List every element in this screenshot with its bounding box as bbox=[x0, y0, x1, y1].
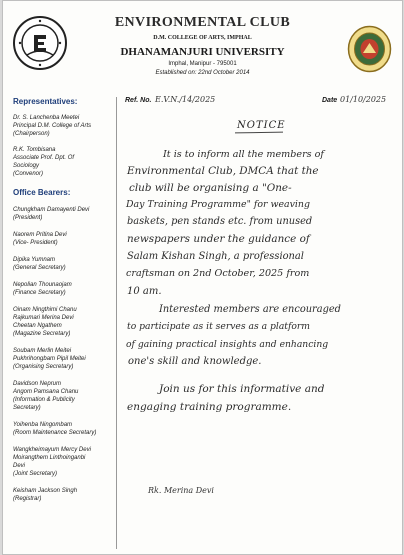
office-bearer bbox=[13, 231, 115, 247]
date-label: Date bbox=[322, 97, 338, 104]
office-bearer bbox=[13, 487, 115, 503]
bearer-role: (Finance Secretary) bbox=[13, 290, 66, 296]
notice-body-line: of gaining practical insights and enhancing bbox=[126, 339, 329, 350]
established-date: Established on: 22nd October 2014 bbox=[155, 70, 250, 76]
ref-label: Ref. No. bbox=[125, 97, 152, 104]
club-name: ENVIRONMENTAL CLUB bbox=[114, 15, 291, 30]
representative-line: Associate Prof. Dpt. Of bbox=[13, 155, 75, 161]
notice-body-line: 10 am. bbox=[127, 286, 162, 297]
notice-body-line: one's skill and knowledge. bbox=[128, 356, 262, 367]
bearer-role: (General Secretary) bbox=[13, 265, 66, 271]
sidebar-divider bbox=[116, 97, 117, 549]
representative-line: Principal D.M. College of Arts bbox=[13, 123, 92, 129]
bearer-name: Yoihenba Ningombam bbox=[13, 422, 73, 428]
bearer-name: Wangkheimayum Mercy Devi Moirangthem Linthoinganbi Devi bbox=[13, 447, 91, 469]
sidebar bbox=[13, 97, 115, 503]
bearer-name: Dipika Yumnam bbox=[13, 257, 56, 263]
office-bearer bbox=[13, 256, 115, 272]
representative-line: (Chairperson) bbox=[13, 131, 50, 137]
notice-body-line: newspapers under the guidance of bbox=[127, 233, 310, 245]
office-bearer bbox=[13, 206, 115, 222]
bearer-name: Soubam Merlin Meitei Pukhrihongbam Pipil Meitei bbox=[13, 348, 86, 362]
bearer-role: (Organising Secretary) bbox=[13, 364, 74, 370]
bearer-role: (Information & Publicity Secretary) bbox=[13, 397, 75, 411]
college-name: D.M. COLLEGE OF ARTS, IMPHAL bbox=[153, 35, 252, 41]
office-bearer bbox=[13, 347, 115, 371]
office-bearers-heading: Office Bearers: bbox=[13, 188, 71, 197]
notice-body-line: craftsman on 2nd October, 2025 from bbox=[126, 268, 310, 279]
letterhead bbox=[3, 1, 402, 93]
representative-line: R.K. Tombisana bbox=[13, 147, 56, 153]
office-bearer bbox=[13, 281, 115, 297]
notice-title-underline bbox=[235, 132, 283, 134]
location: Imphal, Manipur - 795001 bbox=[168, 61, 237, 67]
representative-line: Sociology bbox=[13, 163, 40, 169]
bearer-name: Naorem Pritina Devi bbox=[13, 232, 67, 238]
bearer-name: Chungkham Damayenti Devi bbox=[13, 207, 90, 213]
notice-body-line: Day Training Programme" for weaving bbox=[126, 199, 310, 210]
notice-title: NOTICE bbox=[237, 120, 286, 131]
bearer-role: (Joint Secretary) bbox=[13, 471, 58, 477]
notice-body-line: Salam Kishan Singh, a professional bbox=[127, 251, 304, 262]
notice-body-line: Interested members are encouraged bbox=[159, 304, 341, 315]
office-bearer bbox=[13, 446, 115, 478]
bearer-role: (Magazine Secretary) bbox=[13, 331, 71, 337]
date-value: 01/10/2025 bbox=[340, 95, 387, 104]
university-seal-logo bbox=[347, 25, 392, 73]
bearer-role: (Registrar) bbox=[13, 496, 42, 502]
representatives-heading: Representatives: bbox=[13, 97, 78, 106]
bearer-name: Davidson Neprum Angom Pamsana Chanu bbox=[13, 381, 79, 395]
notice-body-line: to participate as it serves as a platform bbox=[127, 321, 311, 332]
bearer-name: Nepolian Thounaojam bbox=[13, 282, 72, 288]
bearer-name: Oinam Ningthimi Chanu Rajkumari Merina Devi Cheetan Ngathem bbox=[13, 307, 77, 329]
notice-body-line: Environmental Club, DMCA that the bbox=[127, 165, 319, 177]
notice-body-line: Join us for this informative and bbox=[159, 383, 325, 395]
office-bearer bbox=[13, 306, 115, 338]
notice-document bbox=[2, 0, 403, 555]
ref-number: E.V.N./14/2025 bbox=[155, 95, 216, 104]
representative-line: (Convenor) bbox=[13, 171, 44, 177]
bearer-role: (Vice- President) bbox=[13, 240, 58, 246]
university-name: DHANAMANJURI UNIVERSITY bbox=[120, 46, 285, 58]
office-bearer bbox=[13, 380, 115, 412]
reference-line bbox=[125, 97, 395, 109]
signature: Rk. Merina Devi bbox=[148, 486, 214, 495]
bearer-role: (President) bbox=[13, 215, 43, 221]
bearer-role: (Room Maintenance Secretary) bbox=[13, 430, 97, 436]
notice-body-line: It is to inform all the members of bbox=[163, 149, 324, 160]
bearer-name: Keisham Jackson Singh bbox=[13, 488, 78, 494]
office-bearer bbox=[13, 421, 115, 437]
notice-body-line: baskets, pen stands etc. from unused bbox=[127, 216, 313, 227]
representative-line: Dr. S. Lanchenba Meetei bbox=[13, 115, 80, 121]
notice-body-line: club will be organising a "One- bbox=[129, 182, 292, 194]
notice-body-line: engaging training programme. bbox=[127, 401, 292, 413]
